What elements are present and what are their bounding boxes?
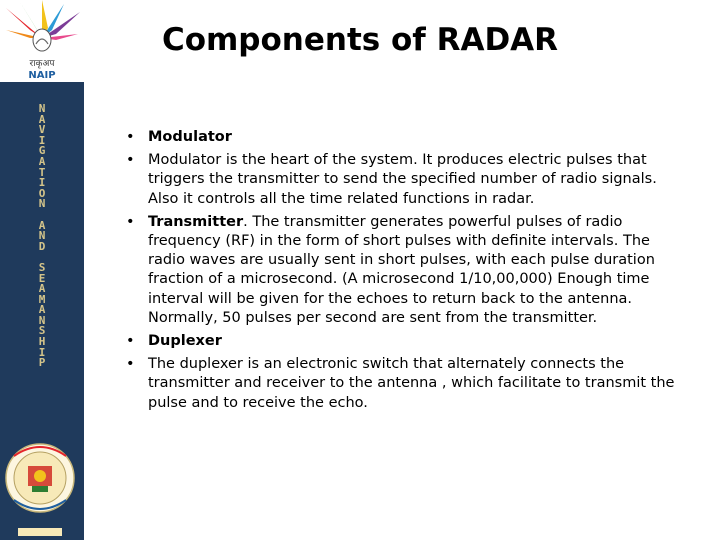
vertical-title-letter: T: [38, 165, 46, 179]
bullet-dot: •: [126, 129, 135, 145]
institution-emblem: [0, 436, 84, 540]
bullet-item: [118, 213, 684, 328]
vertical-title-letter: P: [38, 356, 46, 370]
bullet-heading: Duplexer: [148, 333, 222, 350]
vertical-title-letter: M: [38, 292, 46, 306]
vertical-title-letter: D: [38, 239, 46, 253]
bullet-heading: Transmitter: [148, 213, 244, 230]
vertical-title-letter: I: [38, 176, 46, 190]
naip-logo-text: NAIP: [28, 70, 56, 81]
bullet-text: The duplexer is an electronic switch that alternately connects the transmitter and receiver to the antenna , which facilitate to transmit the pulse and to receive the echo.: [148, 356, 675, 411]
bullet-dot: •: [126, 356, 135, 373]
bullet-heading: Modulator: [148, 129, 232, 145]
vertical-title-letter: S: [38, 260, 46, 274]
bullet-text: . The transmitter generates powerful pulses of radio frequency (RF) in the form of short pulses with definite intervals. The radio waves are usually sent in short pulses, with each pulse duration fraction of a microsecond. (A microsecond 1/10,00,000) Enough time interval will be given for the echoes to return back to the antenna. Normally, 50 pulses per second are sent from the transmitter.: [148, 213, 655, 326]
bullet-text: Modulator is the heart of the system. It produces electric pulses that triggers the transmitter to send the specified number of radio signals. Also it controls all the time related functions in radar.: [148, 152, 657, 207]
vertical-title-letter: N: [38, 197, 46, 211]
bullet-item: [118, 128, 684, 147]
vertical-title-letter: I: [38, 345, 46, 359]
slide-title: Components of RADAR: [161, 22, 559, 58]
vertical-title-letter: A: [38, 282, 46, 296]
vertical-title-letter: A: [38, 112, 46, 126]
vertical-title-letter: S: [38, 324, 46, 338]
bullet-dot: •: [126, 152, 135, 169]
vertical-title-letter: A: [38, 218, 46, 232]
vertical-title-letter: I: [38, 133, 46, 147]
svg-text:राकृअप: राकृअप: [29, 59, 55, 69]
vertical-title-letter: N: [38, 313, 46, 327]
vertical-title-letter: G: [38, 144, 46, 158]
vertical-title-letter: A: [38, 154, 46, 168]
bullet-dot: •: [126, 333, 135, 350]
bullet-list: [118, 128, 684, 417]
vertical-title-letter: N: [38, 102, 46, 115]
sidebar: [0, 0, 84, 540]
vertical-title-letter: E: [38, 271, 46, 285]
vertical-title-letter: N: [38, 229, 46, 243]
vertical-title-letter: V: [38, 123, 46, 137]
bullet-item: [118, 332, 684, 351]
bullet-dot: •: [126, 213, 135, 230]
vertical-title: [0, 104, 84, 369]
vertical-title-letter: O: [38, 186, 46, 200]
naip-logo: [0, 0, 84, 82]
bullet-item: [118, 151, 684, 209]
vertical-title-letter: A: [38, 303, 46, 317]
vertical-title-letter: H: [38, 335, 46, 349]
bullet-item: [118, 355, 684, 413]
